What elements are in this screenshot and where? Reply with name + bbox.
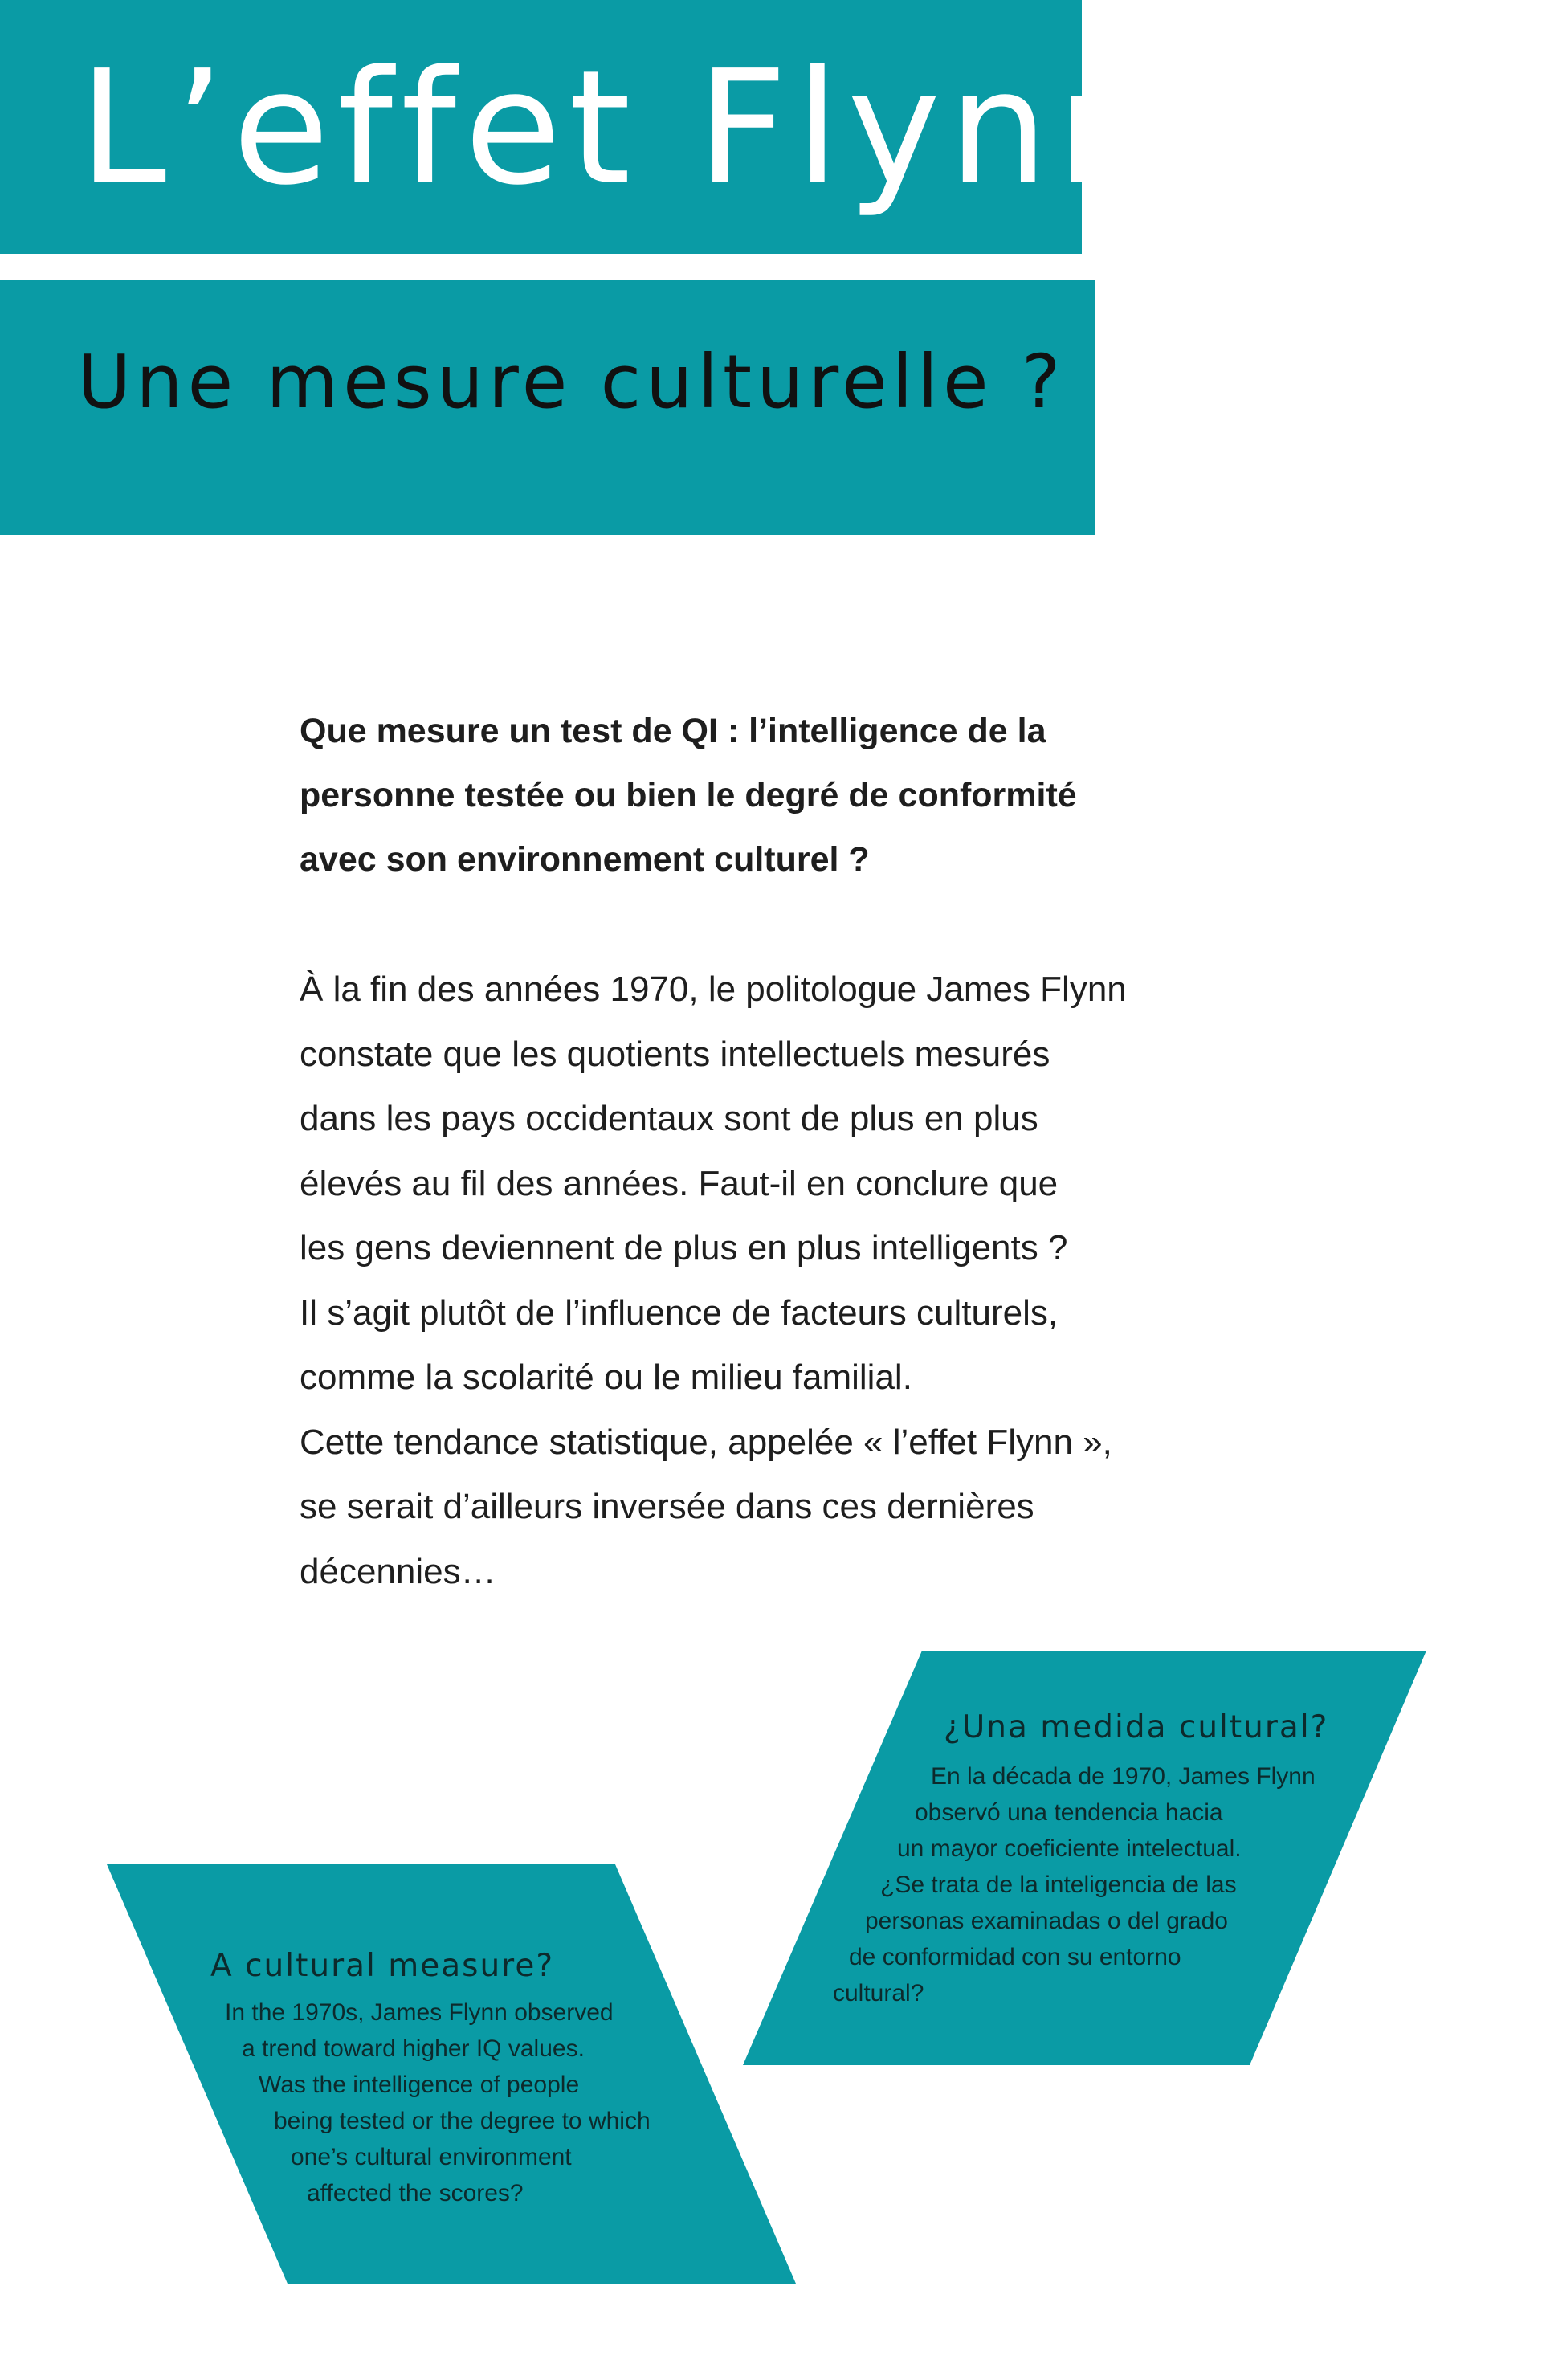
english-card-line: Was the intelligence of people bbox=[259, 2072, 580, 2098]
page-subtitle: Une mesure culturelle ? bbox=[77, 339, 1066, 425]
english-card-line: one’s cultural environment bbox=[291, 2144, 572, 2170]
spanish-card-line: cultural? bbox=[833, 1980, 924, 2006]
body-line: dans les pays occidentaux sont de plus en plus bbox=[300, 1099, 1038, 1138]
english-card-line: being tested or the degree to which bbox=[274, 2108, 651, 2134]
intro-question-line: avec son environnement culturel ? bbox=[300, 840, 870, 879]
body-line: les gens deviennent de plus en plus intelligents ? bbox=[300, 1228, 1068, 1268]
body-line: comme la scolarité ou le milieu familial. bbox=[300, 1357, 912, 1397]
body-line: Cette tendance statistique, appelée « l’effet Flynn », bbox=[300, 1422, 1112, 1462]
body-line: se serait d’ailleurs inversée dans ces dernières bbox=[300, 1487, 1034, 1526]
intro-question-line: personne testée ou bien le degré de conformité bbox=[300, 776, 1077, 814]
spanish-card-line: de conformidad con su entorno bbox=[849, 1944, 1181, 1970]
english-card-line: a trend toward higher IQ values. bbox=[242, 2035, 585, 2062]
body-line: À la fin des années 1970, le politologue James Flynn bbox=[300, 970, 1127, 1009]
english-card-line: affected the scores? bbox=[307, 2180, 524, 2207]
english-card-title: A cultural measure? bbox=[210, 1948, 555, 1984]
body-line: décennies… bbox=[300, 1551, 496, 1591]
spanish-card-line: ¿Se trata de la inteligencia de las bbox=[880, 1872, 1237, 1898]
spanish-card-line: observó una tendencia hacia bbox=[915, 1799, 1223, 1826]
english-card-line: In the 1970s, James Flynn observed bbox=[225, 1999, 614, 2026]
body-line: constate que les quotients intellectuels mesurés bbox=[300, 1034, 1050, 1074]
spanish-card-line: personas examinadas o del grado bbox=[865, 1908, 1228, 1934]
body-line: Il s’agit plutôt de l’influence de facteurs culturels, bbox=[300, 1292, 1059, 1333]
spanish-card-line: En la década de 1970, James Flynn bbox=[931, 1763, 1316, 1790]
spanish-card-title: ¿Una medida cultural? bbox=[944, 1709, 1329, 1745]
page-title: L’effet Flynn bbox=[79, 37, 1165, 220]
spanish-card-line: un mayor coeficiente intelectual. bbox=[897, 1835, 1242, 1862]
intro-question-line: Que mesure un test de QI : l’intelligence de la bbox=[300, 712, 1046, 750]
body-line: élevés au fil des années. Faut-il en conclure que bbox=[300, 1163, 1059, 1203]
